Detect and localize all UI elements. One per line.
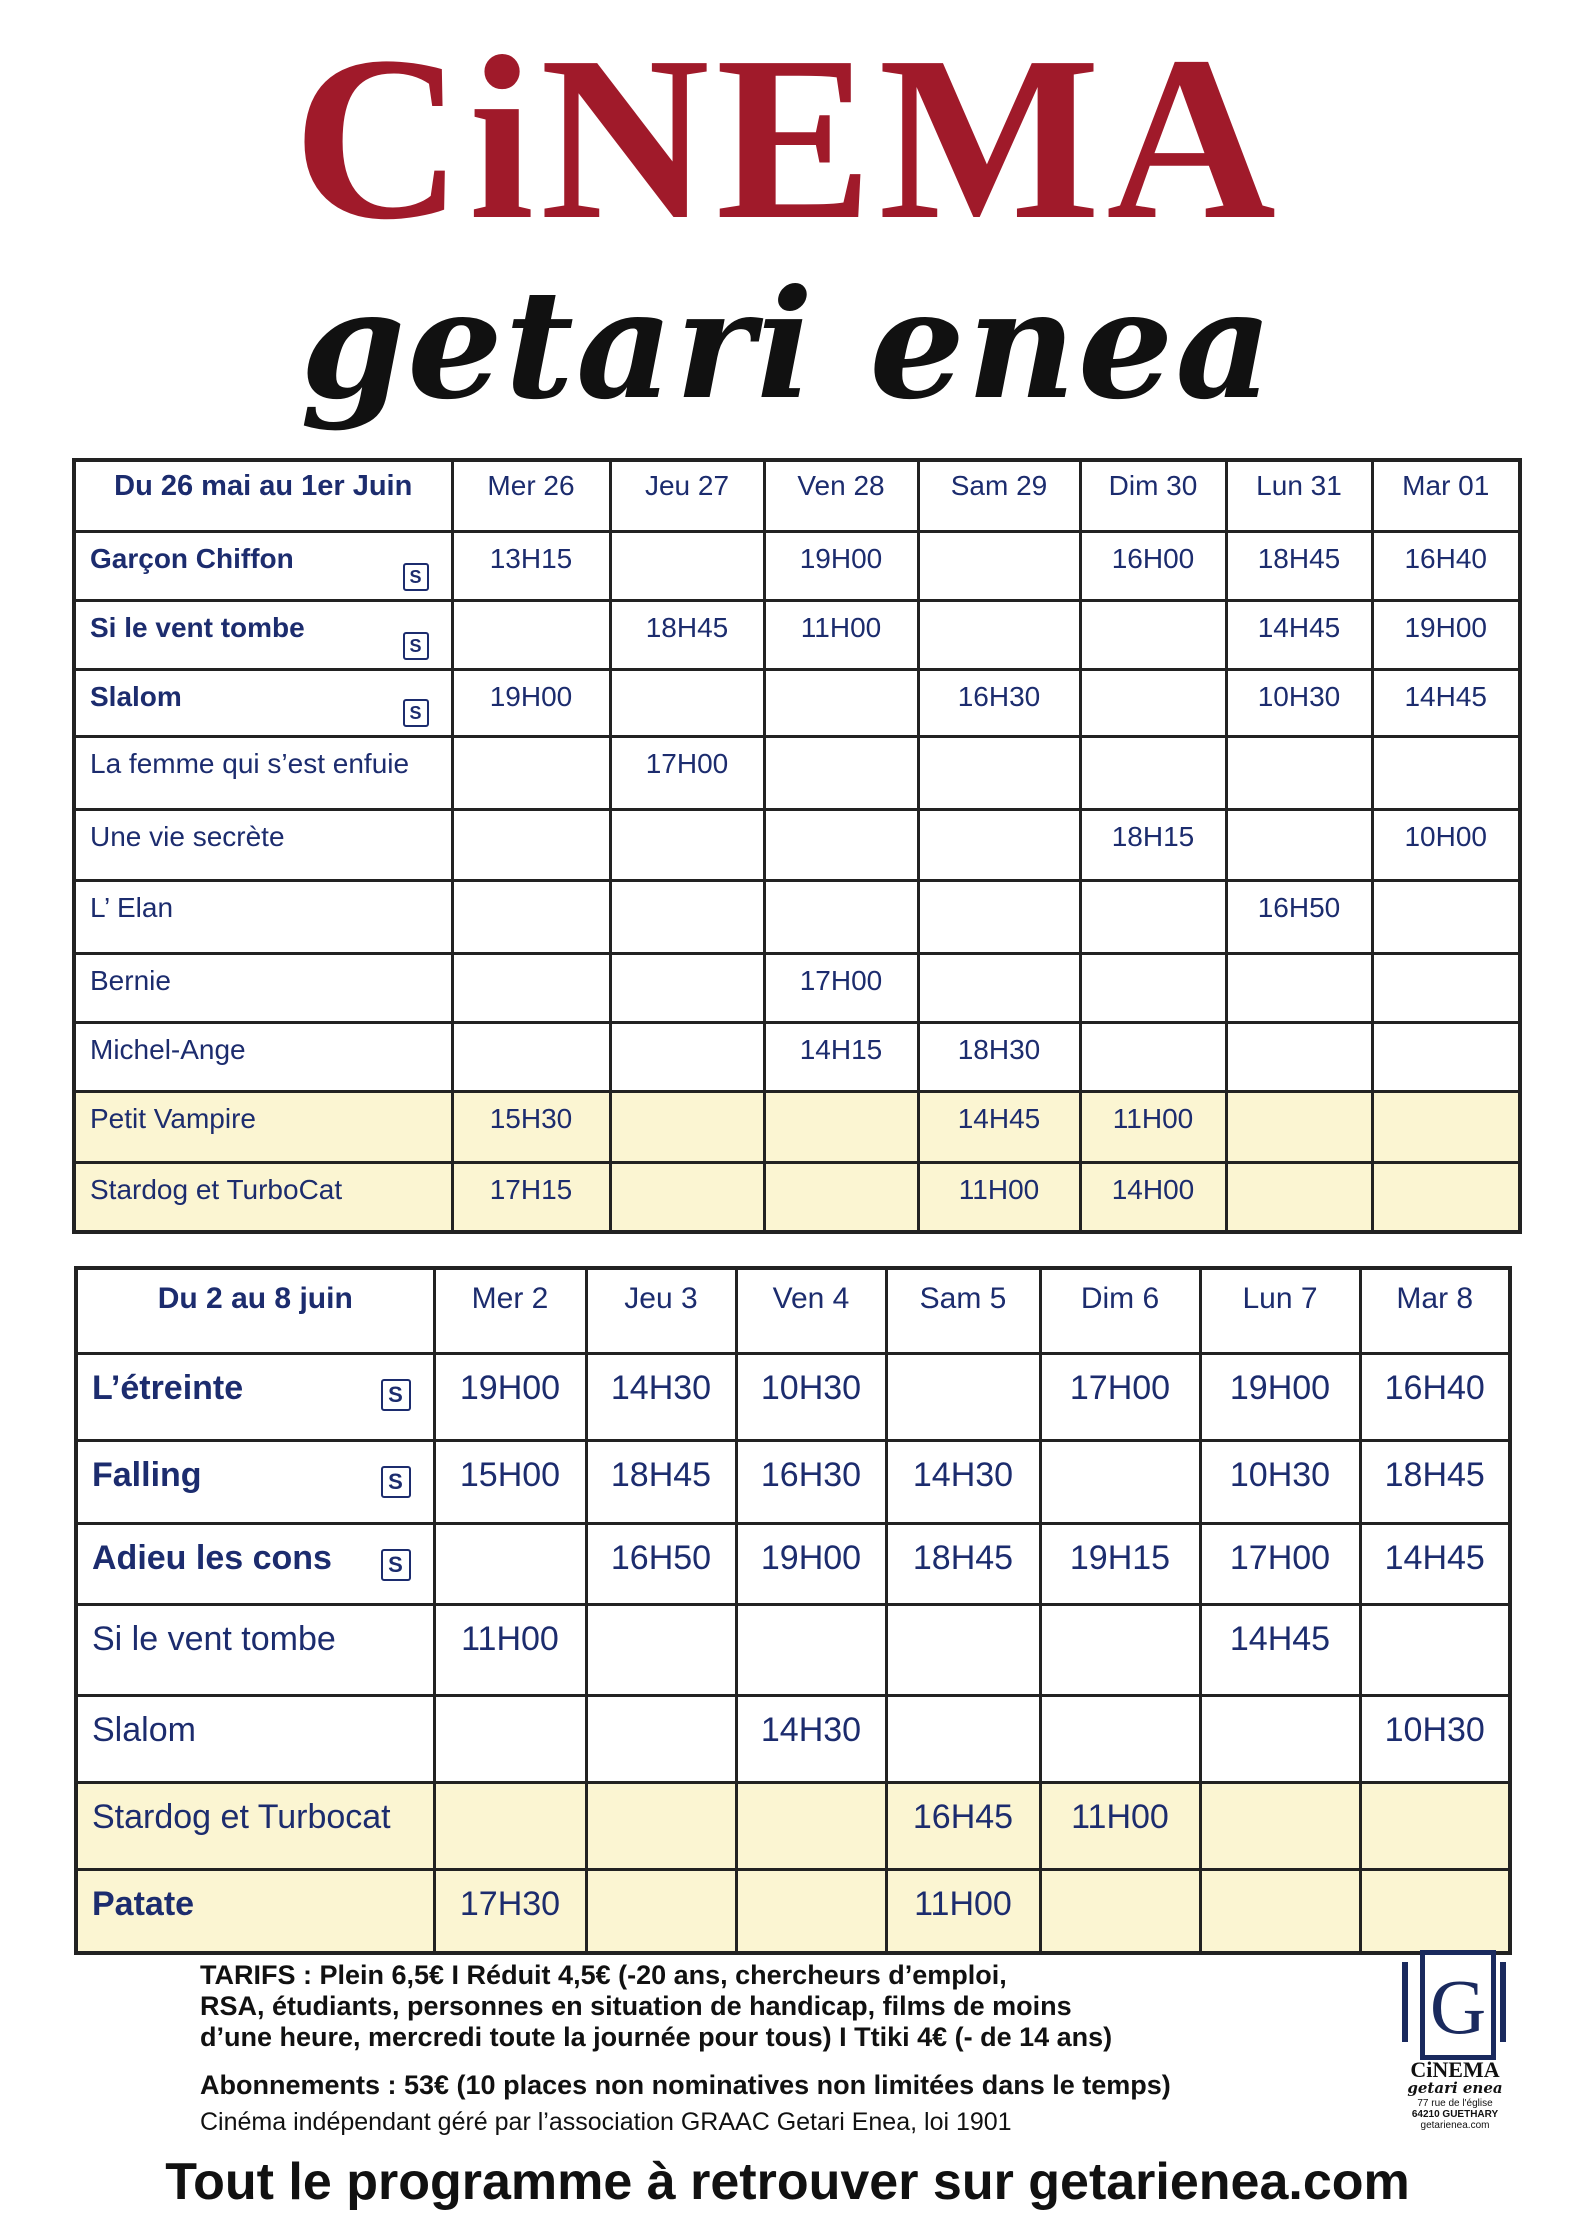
- showtime-cell: [764, 1092, 918, 1163]
- showtime-cell: 18H30: [918, 1023, 1080, 1092]
- showtime-cell: 16H30: [736, 1441, 886, 1524]
- showtime-cell: [1372, 1023, 1520, 1092]
- showtime-cell: [1200, 1696, 1360, 1783]
- showtime-cell: 14H45: [918, 1092, 1080, 1163]
- showtime-cell: [1226, 954, 1372, 1023]
- showtime-cell: [886, 1696, 1040, 1783]
- showtime-cell: 19H00: [1200, 1354, 1360, 1441]
- showtime-cell: [434, 1696, 586, 1783]
- showtime-cell: 19H00: [736, 1524, 886, 1605]
- film-row: [76, 1605, 1510, 1696]
- showtime-cell: 19H00: [434, 1354, 586, 1441]
- showtime-cell: [764, 881, 918, 954]
- footer-website-text: Tout le programme à retrouver sur getarienea.com: [165, 2153, 1410, 2211]
- showtime-cell: [586, 1870, 736, 1954]
- tarifs-line: d’une heure, mercredi toute la journée pour tous) I Ttiki 4€ (- de 14 ans): [200, 2022, 1113, 2052]
- day-header: Dim 30: [1080, 460, 1226, 532]
- film-title: Garçon Chiffon: [90, 543, 294, 574]
- showtime-cell: 10H30: [736, 1354, 886, 1441]
- showtime-cell: 14H45: [1226, 601, 1372, 670]
- showtime-cell: 11H00: [764, 601, 918, 670]
- film-row: [74, 532, 1520, 601]
- showtime-cell: 16H30: [918, 670, 1080, 737]
- film-title-cell: [76, 1870, 434, 1954]
- logo-address: 77 rue de l'église: [1417, 2098, 1493, 2109]
- showtime-cell: [1200, 1870, 1360, 1954]
- showtime-cell: [610, 1023, 764, 1092]
- film-row: [74, 954, 1520, 1023]
- showtime-cell: [1040, 1441, 1200, 1524]
- showtime-cell: 19H15: [1040, 1524, 1200, 1605]
- film-row: [74, 1163, 1520, 1233]
- film-title-cell: [76, 1605, 434, 1696]
- film-title: Bernie: [90, 965, 171, 996]
- film-row: [74, 601, 1520, 670]
- showtime-cell: 19H00: [1372, 601, 1520, 670]
- film-title-cell: [74, 737, 452, 810]
- showtime-cell: [1226, 1023, 1372, 1092]
- film-title-cell: [74, 954, 452, 1023]
- showtime-cell: 16H50: [1226, 881, 1372, 954]
- showtime-cell: 10H30: [1200, 1441, 1360, 1524]
- film-title: Slalom: [92, 1711, 196, 1749]
- film-title-cell: [74, 601, 452, 670]
- film-title-cell: [76, 1696, 434, 1783]
- film-row: [76, 1354, 1510, 1441]
- showtime-cell: [764, 810, 918, 881]
- day-header: Ven 28: [764, 460, 918, 532]
- film-row: [74, 737, 1520, 810]
- showtime-cell: 11H00: [918, 1163, 1080, 1233]
- film-title: Falling: [92, 1456, 202, 1494]
- showtime-cell: 18H45: [1226, 532, 1372, 601]
- showtime-cell: [452, 881, 610, 954]
- day-header: Dim 6: [1040, 1268, 1200, 1354]
- showtime-cell: [586, 1696, 736, 1783]
- day-header: Mer 26: [452, 460, 610, 532]
- showtime-cell: [610, 881, 764, 954]
- logo-name: CiNEMA: [1410, 2057, 1500, 2082]
- logo-website: getarienea.com: [1420, 2120, 1490, 2131]
- logo-town: 64210 GUETHARY: [1411, 2109, 1499, 2120]
- day-header: Mer 2: [434, 1268, 586, 1354]
- period-label: Du 26 mai au 1er Juin: [74, 460, 452, 532]
- showtime-cell: [736, 1870, 886, 1954]
- logo-subtitle: getari enea: [1407, 2079, 1503, 2097]
- tarifs-line: TARIFS : Plein 6,5€ I Réduit 4,5€ (-20 ans, chercheurs d’emploi,: [200, 1960, 1007, 1990]
- tarifs-text: [200, 1960, 1350, 2053]
- showtime-cell: 17H00: [1200, 1524, 1360, 1605]
- showtime-cell: 18H45: [1360, 1441, 1510, 1524]
- showtime-cell: [918, 601, 1080, 670]
- film-title: Adieu les cons: [92, 1539, 332, 1577]
- period-label: Du 2 au 8 juin: [76, 1268, 434, 1354]
- showtime-cell: 18H15: [1080, 810, 1226, 881]
- showtime-cell: [1360, 1605, 1510, 1696]
- showtime-cell: 10H30: [1360, 1696, 1510, 1783]
- schedule-table-week-2: [74, 1266, 1512, 1955]
- showtime-cell: [610, 810, 764, 881]
- film-row: [74, 1023, 1520, 1092]
- film-title-cell: [74, 1023, 452, 1092]
- showtime-cell: 16H50: [586, 1524, 736, 1605]
- showtime-cell: 19H00: [764, 532, 918, 601]
- showtime-cell: [586, 1605, 736, 1696]
- showtime-cell: 18H45: [886, 1524, 1040, 1605]
- showtime-cell: [1040, 1605, 1200, 1696]
- showtime-cell: 16H40: [1372, 532, 1520, 601]
- film-row: [76, 1441, 1510, 1524]
- showtime-cell: [764, 1163, 918, 1233]
- day-header: Jeu 27: [610, 460, 764, 532]
- showtime-cell: 14H30: [736, 1696, 886, 1783]
- showtime-cell: [1080, 1023, 1226, 1092]
- showtime-cell: [610, 670, 764, 737]
- day-header: Mar 01: [1372, 460, 1520, 532]
- film-title-cell: [76, 1441, 434, 1524]
- showtime-cell: [1360, 1870, 1510, 1954]
- logo-letter: G: [1429, 1963, 1487, 2050]
- showtime-cell: [1372, 1163, 1520, 1233]
- showtime-cell: [918, 810, 1080, 881]
- film-title: Michel-Ange: [90, 1034, 246, 1065]
- film-row: [74, 670, 1520, 737]
- day-header: Jeu 3: [586, 1268, 736, 1354]
- film-title: L’ Elan: [90, 892, 174, 923]
- tarifs-line: RSA, étudiants, personnes en situation de handicap, films de moins: [200, 1991, 1072, 2021]
- showtime-cell: [434, 1783, 586, 1870]
- film-row: [76, 1696, 1510, 1783]
- film-title: Slalom: [90, 681, 182, 712]
- film-title-cell: [74, 881, 452, 954]
- showtime-cell: [1226, 1092, 1372, 1163]
- showtime-cell: 11H00: [434, 1605, 586, 1696]
- showtime-cell: [1080, 601, 1226, 670]
- showtime-cell: 14H30: [586, 1354, 736, 1441]
- cinema-subtitle: getari enea: [300, 257, 1275, 433]
- film-row: [76, 1524, 1510, 1605]
- film-row: [76, 1783, 1510, 1870]
- film-row: [76, 1870, 1510, 1954]
- film-title: Petit Vampire: [90, 1103, 256, 1134]
- showtime-cell: 15H00: [434, 1441, 586, 1524]
- showtime-cell: 17H30: [434, 1870, 586, 1954]
- showtime-cell: [452, 810, 610, 881]
- showtime-cell: 19H00: [452, 670, 610, 737]
- showtime-cell: [1080, 670, 1226, 737]
- showtime-cell: 14H45: [1200, 1605, 1360, 1696]
- showtime-cell: [586, 1783, 736, 1870]
- showtime-cell: [918, 737, 1080, 810]
- film-title-cell: [76, 1783, 434, 1870]
- logo-bar-right: [1500, 1962, 1506, 2042]
- showtime-cell: [1372, 1092, 1520, 1163]
- showtime-cell: [1040, 1696, 1200, 1783]
- subtitled-badge-icon: S: [403, 632, 429, 660]
- showtime-cell: [434, 1524, 586, 1605]
- header-row: [76, 1268, 1510, 1354]
- showtime-cell: 17H00: [610, 737, 764, 810]
- showtime-cell: [1080, 954, 1226, 1023]
- showtime-cell: 10H30: [1226, 670, 1372, 737]
- showtime-cell: [1372, 954, 1520, 1023]
- showtime-cell: [610, 1092, 764, 1163]
- showtime-cell: [764, 737, 918, 810]
- showtime-cell: [610, 532, 764, 601]
- schedule-table-week-1: [72, 458, 1522, 1234]
- cinema-title: CiNEMA: [293, 8, 1282, 268]
- showtime-cell: 16H45: [886, 1783, 1040, 1870]
- showtime-cell: [1200, 1783, 1360, 1870]
- showtime-cell: [452, 601, 610, 670]
- film-title: Une vie secrète: [90, 821, 285, 852]
- film-title: Patate: [92, 1885, 195, 1923]
- showtime-cell: 14H30: [886, 1441, 1040, 1524]
- day-header: Sam 29: [918, 460, 1080, 532]
- film-title-cell: [76, 1354, 434, 1441]
- showtime-cell: 14H45: [1360, 1524, 1510, 1605]
- showtime-cell: 17H15: [452, 1163, 610, 1233]
- day-header: Sam 5: [886, 1268, 1040, 1354]
- day-header: Lun 31: [1226, 460, 1372, 532]
- showtime-cell: [1372, 737, 1520, 810]
- showtime-cell: 16H00: [1080, 532, 1226, 601]
- showtime-cell: 17H00: [764, 954, 918, 1023]
- day-header: Lun 7: [1200, 1268, 1360, 1354]
- showtime-cell: [1080, 881, 1226, 954]
- showtime-cell: 13H15: [452, 532, 610, 601]
- showtime-cell: [610, 954, 764, 1023]
- showtime-cell: [1080, 737, 1226, 810]
- showtime-cell: 17H00: [1040, 1354, 1200, 1441]
- film-title-cell: [76, 1524, 434, 1605]
- showtime-cell: [1226, 737, 1372, 810]
- showtime-cell: 14H15: [764, 1023, 918, 1092]
- film-row: [74, 1092, 1520, 1163]
- association-text: Cinéma indépendant géré par l’association GRAAC Getari Enea, loi 1901: [200, 2108, 1012, 2136]
- showtime-cell: [886, 1605, 1040, 1696]
- showtime-cell: [918, 954, 1080, 1023]
- day-header: Mar 8: [1360, 1268, 1510, 1354]
- showtime-cell: [1226, 1163, 1372, 1233]
- film-title: Stardog et Turbocat: [92, 1798, 391, 1836]
- showtime-cell: 16H40: [1360, 1354, 1510, 1441]
- film-title: La femme qui s’est enfuie: [90, 748, 410, 779]
- header-row: [74, 460, 1520, 532]
- showtime-cell: [610, 1163, 764, 1233]
- showtime-cell: [918, 881, 1080, 954]
- film-title-cell: [74, 1092, 452, 1163]
- film-title-cell: [74, 810, 452, 881]
- film-title: Stardog et TurboCat: [90, 1174, 343, 1205]
- showtime-cell: 11H00: [1080, 1092, 1226, 1163]
- film-title: Si le vent tombe: [90, 612, 305, 643]
- logo-bar-left: [1402, 1962, 1408, 2042]
- subtitled-badge-icon: S: [381, 1379, 411, 1411]
- film-title: Si le vent tombe: [92, 1620, 336, 1658]
- subtitled-badge-icon: S: [381, 1549, 411, 1581]
- film-row: [74, 881, 1520, 954]
- showtime-cell: [452, 1023, 610, 1092]
- showtime-cell: [736, 1783, 886, 1870]
- showtime-cell: [1372, 881, 1520, 954]
- abonnements-text: Abonnements : 53€ (10 places non nominatives non limitées dans le temps): [200, 2070, 1171, 2100]
- showtime-cell: [1360, 1783, 1510, 1870]
- showtime-cell: 18H45: [610, 601, 764, 670]
- showtime-cell: [736, 1605, 886, 1696]
- showtime-cell: [452, 954, 610, 1023]
- film-title-cell: [74, 1163, 452, 1233]
- showtime-cell: [764, 670, 918, 737]
- showtime-cell: 14H00: [1080, 1163, 1226, 1233]
- showtime-cell: [918, 532, 1080, 601]
- showtime-cell: 11H00: [1040, 1783, 1200, 1870]
- film-row: [74, 810, 1520, 881]
- showtime-cell: [1040, 1870, 1200, 1954]
- showtime-cell: [452, 737, 610, 810]
- film-title: L’étreinte: [92, 1369, 244, 1407]
- showtime-cell: 11H00: [886, 1870, 1040, 1954]
- showtime-cell: 14H45: [1372, 670, 1520, 737]
- subtitled-badge-icon: S: [403, 699, 429, 727]
- subtitled-badge-icon: S: [381, 1466, 411, 1498]
- showtime-cell: 10H00: [1372, 810, 1520, 881]
- showtime-cell: 15H30: [452, 1092, 610, 1163]
- film-title-cell: [74, 532, 452, 601]
- showtime-cell: 18H45: [586, 1441, 736, 1524]
- day-header: Ven 4: [736, 1268, 886, 1354]
- subtitled-badge-icon: S: [403, 563, 429, 591]
- film-title-cell: [74, 670, 452, 737]
- showtime-cell: [1226, 810, 1372, 881]
- cinema-logo: [1400, 1950, 1520, 2130]
- logo-mark: [1420, 1950, 1496, 2060]
- showtime-cell: [886, 1354, 1040, 1441]
